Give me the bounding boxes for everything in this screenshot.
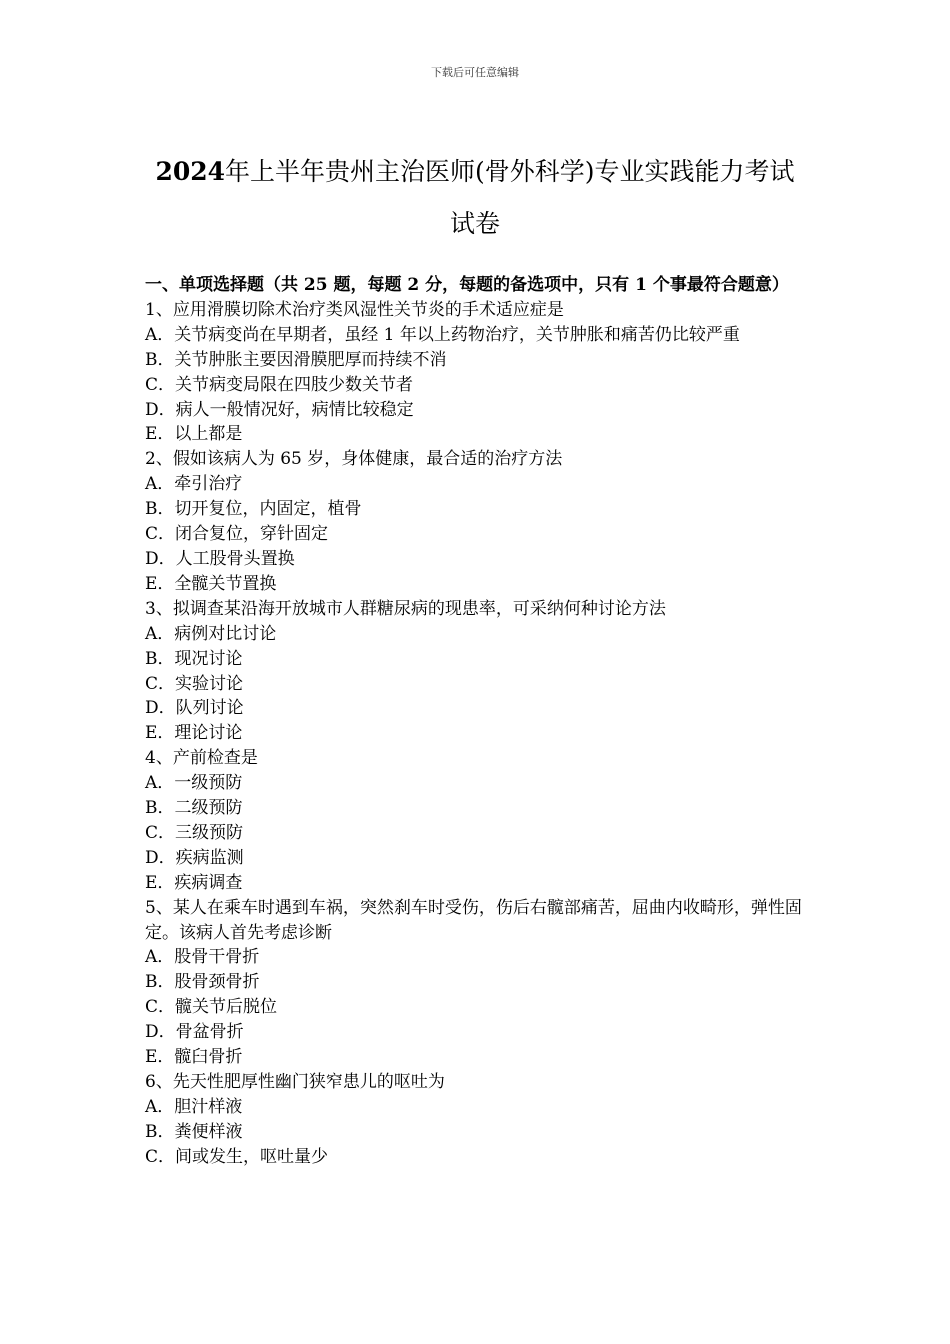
option-e: E．理论讨论: [145, 723, 243, 744]
option-c: C．实验讨论: [145, 673, 244, 694]
option-e: E．全髋关节置换: [145, 573, 277, 594]
option-b: B．切开复位，内固定，植骨: [145, 499, 362, 520]
question-5: [145, 896, 820, 1070]
question-3: [145, 597, 820, 746]
exam-content: [145, 273, 820, 1170]
title-text: 年上半年贵州主治医师(骨外科学)专业实践能力考试: [225, 157, 795, 186]
page-title: [140, 146, 810, 250]
option-d: D．骨盆骨折: [145, 1022, 244, 1043]
option-a: A．股骨干骨折: [145, 947, 260, 968]
section-heading: 一、单项选择题（共 25 题，每题 2 分，每题的备选项中，只有 1 个事最符合题意）: [145, 275, 789, 295]
option-e: E．以上都是: [145, 424, 243, 445]
option-b: B．关节肿胀主要因滑膜肥厚而持续不消: [145, 349, 447, 370]
question-1: [145, 298, 820, 447]
question-2: [145, 447, 820, 596]
question-4: [145, 746, 820, 895]
option-c: C．闭合复位，穿针固定: [145, 524, 329, 545]
question-6: [145, 1070, 820, 1170]
option-c: C．关节病变局限在四肢少数关节者: [145, 374, 414, 395]
question-stem: 3、拟调查某沿海开放城市人群糖尿病的现患率，可采纳何种讨论方法: [145, 598, 666, 619]
question-stem: 4、产前检查是: [145, 748, 258, 769]
option-e: E．髋臼骨折: [145, 1047, 243, 1068]
option-a: A．关节病变尚在早期者，虽经 1 年以上药物治疗，关节肿胀和痛苦仍比较严重: [145, 324, 740, 345]
option-c: C．髋关节后脱位: [145, 997, 278, 1018]
option-a: A．一级预防: [145, 773, 243, 794]
option-c: C．三级预防: [145, 822, 244, 843]
option-a: A．牵引治疗: [145, 474, 243, 495]
option-d: D．人工股骨头置换: [145, 548, 295, 569]
option-b: B．粪便样液: [145, 1121, 243, 1142]
question-stem: 6、先天性肥厚性幽门狭窄患儿的呕吐为: [145, 1072, 445, 1092]
option-e: E．疾病调查: [145, 872, 243, 893]
question-stem: 2、假如该病人为 65 岁，身体健康，最合适的治疗方法: [145, 449, 563, 470]
option-c: C．间或发生，呕吐量少: [145, 1146, 329, 1167]
title-year: 2024: [155, 157, 226, 186]
option-b: B．现况讨论: [145, 648, 243, 669]
title-line-1: [140, 146, 810, 198]
option-a: A．胆汁样液: [145, 1096, 243, 1117]
option-d: D．疾病监测: [145, 847, 244, 868]
header-note: 下载后可任意编辑: [431, 66, 519, 79]
option-b: B．二级预防: [145, 798, 243, 819]
question-stem: 5、某人在乘车时遇到车祸，突然刹车时受伤，伤后右髋部痛苦，屈曲内收畸形，弹性固定。该病人首先考虑诊断: [145, 897, 802, 943]
question-stem: 1、应用滑膜切除术治疗类风湿性关节炎的手术适应症是: [145, 299, 564, 320]
option-d: D．队列讨论: [145, 698, 244, 719]
option-d: D．病人一般情况好，病情比较稳定: [145, 399, 414, 420]
option-b: B．股骨颈骨折: [145, 972, 260, 993]
title-line-2: 试卷: [449, 209, 500, 238]
option-a: A．病例对比讨论: [145, 623, 277, 644]
